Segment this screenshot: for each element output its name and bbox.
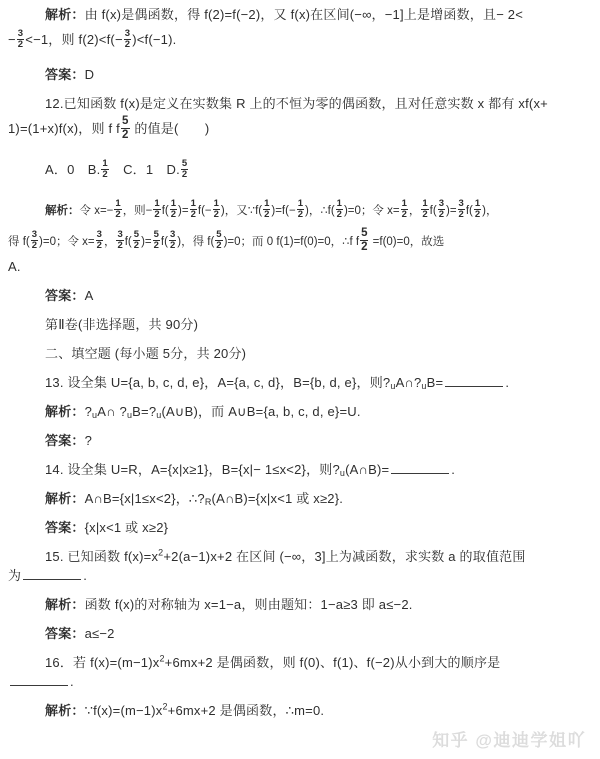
subscript: u <box>421 381 427 391</box>
fraction: $\frac{5}{2}$ <box>153 229 159 252</box>
superscript: 2 <box>162 701 168 712</box>
q16-question-line1: 16．若 $f(x)=(m-1)x^2+6mx+2$ 是偶函数，则 f(0)、f(1)、f(−2)从小到大的顺序是 <box>45 653 501 670</box>
label: 答案： <box>45 626 85 641</box>
q12-question-line2: 1)=(1+x)f(x)，则 f f $\frac{5}{2}$ 的值是( ) <box>8 114 210 142</box>
q13-answer: 答案：? <box>45 433 93 448</box>
zhihu-watermark: 知乎 @迪迪学姐吖 <box>432 731 586 750</box>
fill-in-header: 二、填空题 (每小题 5分，共 20分) <box>45 346 247 361</box>
q12-analysis-line3: A. <box>8 259 21 274</box>
fraction: $\frac{1}{2}$ <box>401 198 407 221</box>
label: 解析： <box>45 205 80 217</box>
q11-analysis-line2: − $\frac{3}{2}$ <−1，则 f(2)<f(− $\frac{3}{2}$ )<f(−1). <box>8 27 177 51</box>
q16-analysis: 解析：$\because f(x)=(m-1)x^2+6mx+2$ 是偶函数，∴m=0. <box>45 701 325 718</box>
q11-answer: 答案：D <box>45 67 95 82</box>
q14-analysis: 解析：A∩B={x|1≤x<2}，$\therefore?_R(A\cap B)=\{x|x<1$ 或 x≥2}. <box>45 491 344 507</box>
answer-blank <box>391 461 449 474</box>
fraction: $\frac{3}{2}$ <box>17 27 24 51</box>
label: 解析： <box>45 491 85 506</box>
fraction: $\frac{3}{2}$ <box>31 229 38 252</box>
fraction: $\frac{3}{2}$ <box>169 229 176 252</box>
fraction: $\frac{1}{2}$ <box>213 198 219 221</box>
fraction: $\frac{3}{2}$ <box>438 198 444 221</box>
fraction: $\frac{1}{2}$ <box>190 198 196 221</box>
q15-question-line2: 为 . <box>8 568 88 583</box>
q12-options: A．0 B. $\frac{1}{2}$ C．1 D. $\frac{5}{2}$ <box>45 157 188 181</box>
fraction: $\frac{5}{2}$ <box>216 229 222 252</box>
fraction: $\frac{1}{2}$ <box>474 198 481 221</box>
q16-question-line2: . <box>8 673 594 691</box>
subscript: u <box>126 410 133 420</box>
q14-question: 14. 设全集 U=R，A={x|x≥1}，B={x|− 1≤x<2}，则$?_u(A\cap B)=$ . <box>45 462 456 478</box>
q12-analysis-line2: 得 f( $\frac{3}{2}$ )=0；令 x= $\frac{3}{2}$ ， $\frac{3}{2}$ f( $\frac{5}{2}$ )= $\frac{5}{2}$ f( $\frac{3}{2}$ )，得 f( $\frac{5}{2}$ )=0；而 0 f(1)=f(0)=0，∴f f $\frac{5}{2}$ =f(0)=0，故选 <box>8 227 445 254</box>
subscript: u <box>156 410 162 420</box>
q11-analysis-line1: 解析：由 f(x)是偶函数，得 f(2)=f(−2)，又 f(x)在区间(−∞，−1]上是增函数，且− 2< <box>45 7 524 22</box>
fraction: $\frac{3}{2}$ <box>96 229 102 252</box>
fraction: $\frac{3}{2}$ <box>117 229 123 252</box>
q13-question: 13. 设全集 U={a, b, c, d, e}，A={a, c, d}，B={b, d, e}，则$?_uA\cap?_uB=$ . <box>45 375 510 391</box>
q12-answer: 答案：A <box>45 288 94 303</box>
q12-analysis-line1: 解析：令 x=− $\frac{1}{2}$ ，则− $\frac{1}{2}$ f( $\frac{1}{2}$ )= $\frac{1}{2}$ f(− $\frac{1}{2}$ )，又∵f( $\frac{1}{2}$ )=f(− $\frac{1}{2}$ )，∴f( $\frac{1}{2}$ )=0；令 x= $\frac{1}{2}$ ， $\frac{1}{2}$ f( $\frac{3}{2}$ )= $\frac{3}{2}$ f( $\frac{1}{2}$ )， <box>45 198 498 221</box>
fraction: $\frac{3}{2}$ <box>458 198 464 221</box>
answer-blank <box>23 567 81 580</box>
q15-question-line1: 15. 已知函数 $f(x)=x^2+2(a-1)x+2$ 在区间 (−∞，3]上为减函数，求实数 a 的取值范围 <box>45 547 526 564</box>
subscript: R <box>204 497 212 507</box>
superscript: 2 <box>158 547 164 558</box>
label: 解析： <box>45 404 85 419</box>
fraction: $\frac{1}{2}$ <box>102 157 108 181</box>
fraction: $\frac{5}{2}$ <box>361 227 368 254</box>
label: 解析： <box>45 7 85 22</box>
fraction: $\frac{1}{2}$ <box>154 198 160 221</box>
q15-answer: 答案：a≤−2 <box>45 626 115 641</box>
section2-header: 第Ⅱ卷(非选择题，共 90分) <box>45 317 199 332</box>
label: 答案： <box>45 67 85 82</box>
label: 答案： <box>45 433 85 448</box>
superscript: 2 <box>159 653 165 664</box>
subscript: u <box>339 468 346 478</box>
fraction: $\frac{3}{2}$ <box>124 27 131 51</box>
fraction: $\frac{1}{2}$ <box>422 198 428 221</box>
q13-analysis: 解析：$?_uA\cap$ $?_uB=?_u(A\cup B)$，而 A∪B={a, b, c, d, e}=U. <box>45 404 361 420</box>
answer-blank <box>445 374 503 387</box>
label: 答案： <box>45 520 85 535</box>
label: 答案： <box>45 288 85 303</box>
q15-analysis: 解析：函数 f(x)的对称轴为 x=1−a，则由题知：1−a≥3 即 a≤−2. <box>45 597 413 612</box>
fraction: $\frac{5}{2}$ <box>181 157 188 181</box>
q14-answer: 答案：{x|x<1 或 x≥2} <box>45 520 169 535</box>
fraction: $\frac{1}{2}$ <box>115 198 121 221</box>
fraction: $\frac{1}{2}$ <box>264 198 270 221</box>
label: 解析： <box>45 597 85 612</box>
q12-question-line1: 12.已知函数 f(x)是定义在实数集 R 上的不恒为零的偶函数，且对任意实数 x 都有 xf(x+ <box>45 96 548 111</box>
fraction: $\frac{1}{2}$ <box>297 198 303 221</box>
answer-blank <box>10 673 68 686</box>
fraction: $\frac{5}{2}$ <box>121 114 129 142</box>
subscript: u <box>390 381 396 391</box>
fraction: $\frac{5}{2}$ <box>133 229 140 252</box>
subscript: u <box>92 410 98 420</box>
fraction: $\frac{1}{2}$ <box>336 198 342 221</box>
fraction: $\frac{1}{2}$ <box>170 198 177 221</box>
label: 解析： <box>45 703 85 718</box>
